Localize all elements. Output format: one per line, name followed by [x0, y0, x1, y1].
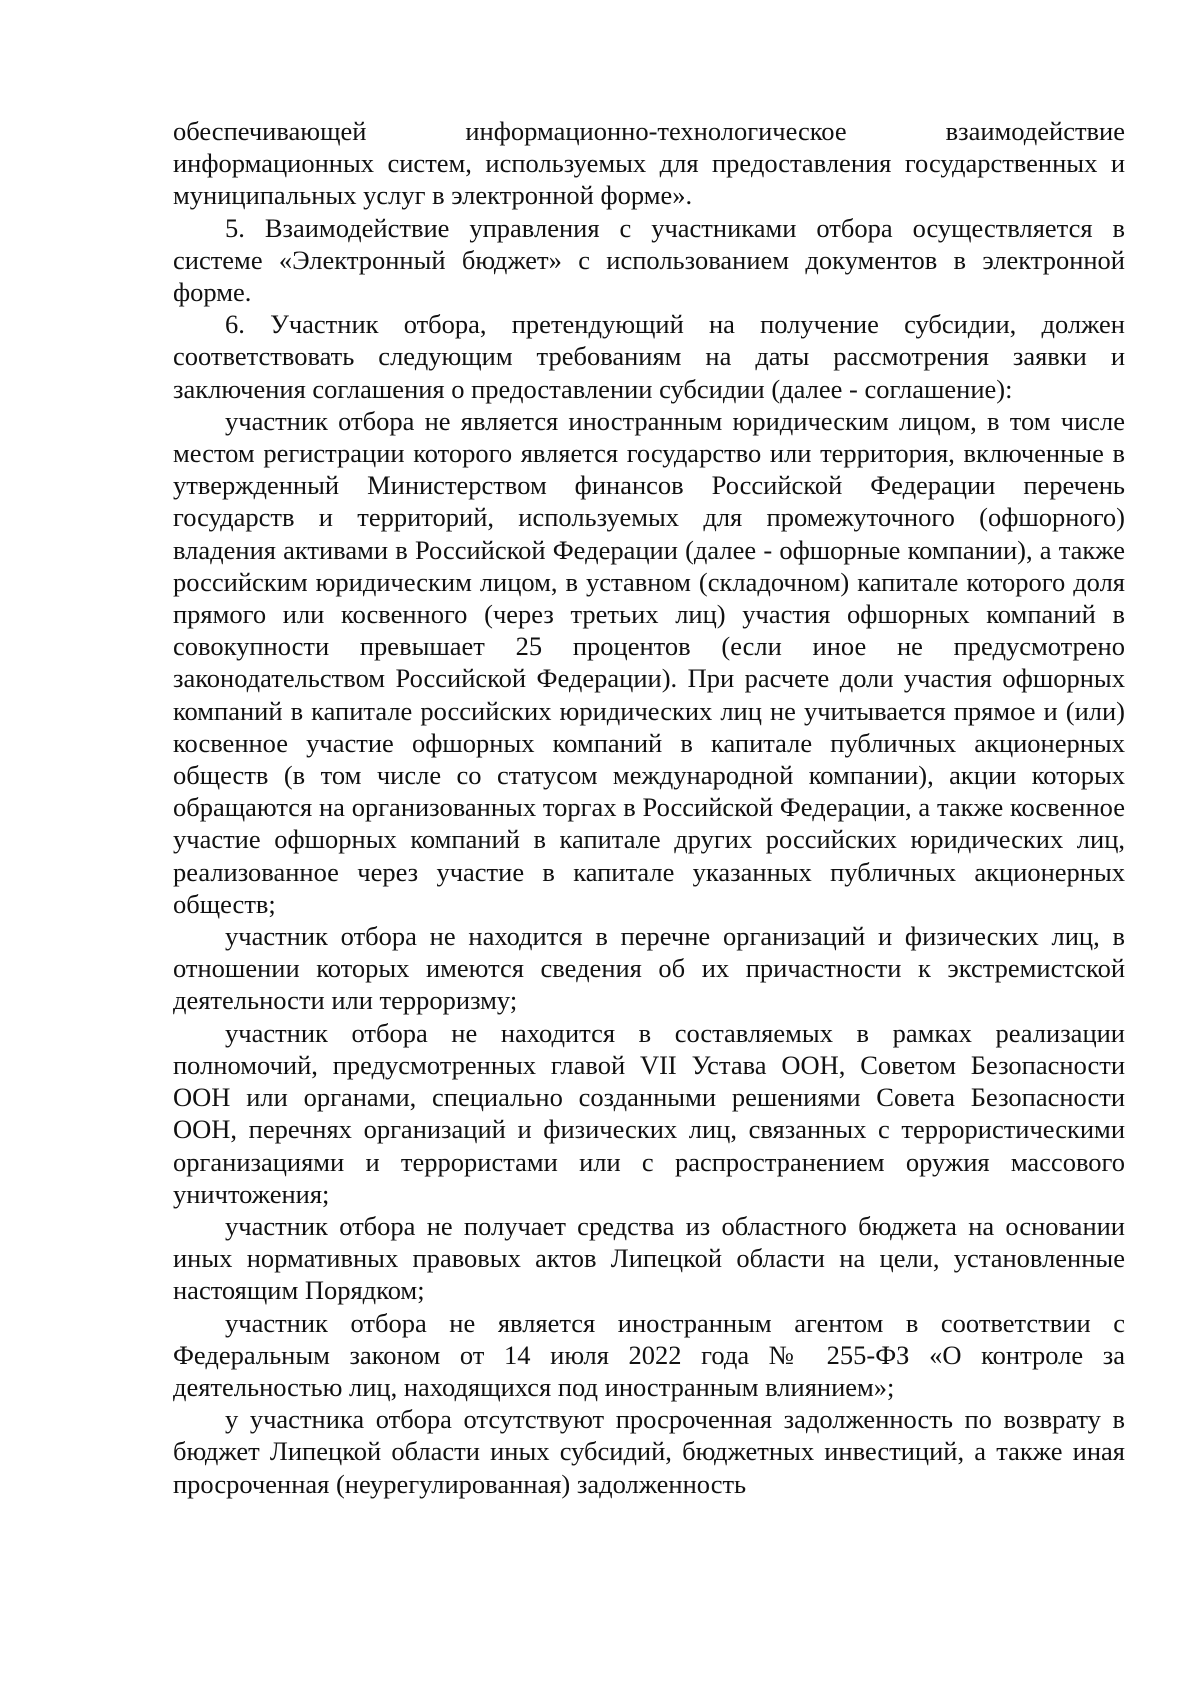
- paragraph-continuation: обеспечивающей информационно-технологическое взаимодействие информационных систем, используемых для предоставления государственных и муниципальных услуг в электронной форме».: [173, 116, 1125, 211]
- document-body: [173, 115, 1125, 1500]
- requirement-no-other-funds: участник отбора не получает средства из областного бюджета на основании иных нормативных правовых актов Липецкой области на цели, установленные настоящим Порядком;: [173, 1210, 1125, 1306]
- requirement-foreign-agent: участник отбора не является иностранным агентом в соответствии с Федеральным законом от 14 июля 2022 года № 255-ФЗ «О контроле за деятельностью лиц, находящихся под иностранным влиянием»;: [173, 1307, 1125, 1402]
- requirement-un-sanctions: участник отбора не находится в составляемых в рамках реализации полномочий, предусмотренных главой VII Устава ООН, Советом Безопасности ООН или органами, специально созданными решениями Совета Безопасности ООН, перечнях организаций и физических лиц, связанных с террористическими организациями и террористами или с распространением оружия массового уничтожения;: [173, 1017, 1125, 1209]
- requirement-no-debt: у участника отбора отсутствуют просроченная задолженность по возврату в бюджет Липецкой области иных субсидий, бюджетных инвестиций, а также иная просроченная (неурегулированная) задолженность: [173, 1404, 1125, 1499]
- paragraph-item-6: 6. Участник отбора, претендующий на получение субсидии, должен соответствовать следующим требованиям на даты рассмотрения заявки и заключения соглашения о предоставлении субсидии (далее - соглашение):: [173, 309, 1125, 404]
- paragraph-item-5: 5. Взаимодействие управления с участниками отбора осуществляется в системе «Электронный бюджет» с использованием документов в электронной форме.: [173, 212, 1125, 308]
- requirement-extremism-list: участник отбора не находится в перечне организаций и физических лиц, в отношении которых имеются сведения об их причастности к экстремистской деятельности или терроризму;: [173, 921, 1125, 1016]
- requirement-offshore: участник отбора не является иностранным юридическим лицом, в том числе местом регистрации которого является государство или территория, включенные в утвержденный Министерством финансов Российской Федерации перечень государств и территорий, используемых для промежуточного (офшорного) владения активами в Российской Федерации (далее - офшорные компании), а также российским юридическим лицом, в уставном (складочном) капитале которого доля прямого или косвенного (через третьих лиц) участия офшорных компаний в совокупности превышает 25 процентов (если иное не предусмотрено законодательством Российской Федерации). При расчете доли участия офшорных компаний в капитале российских юридических лиц не учитывается прямое и (или) косвенное участие офшорных компаний в капитале публичных акционерных обществ (в том числе со статусом международной компании), акции которых обращаются на организованных торгах в Российской Федерации, а также косвенное участие офшорных компаний в капитале других российских юридических лиц, реализованное через участие в капитале указанных публичных акционерных обществ;: [173, 405, 1125, 919]
